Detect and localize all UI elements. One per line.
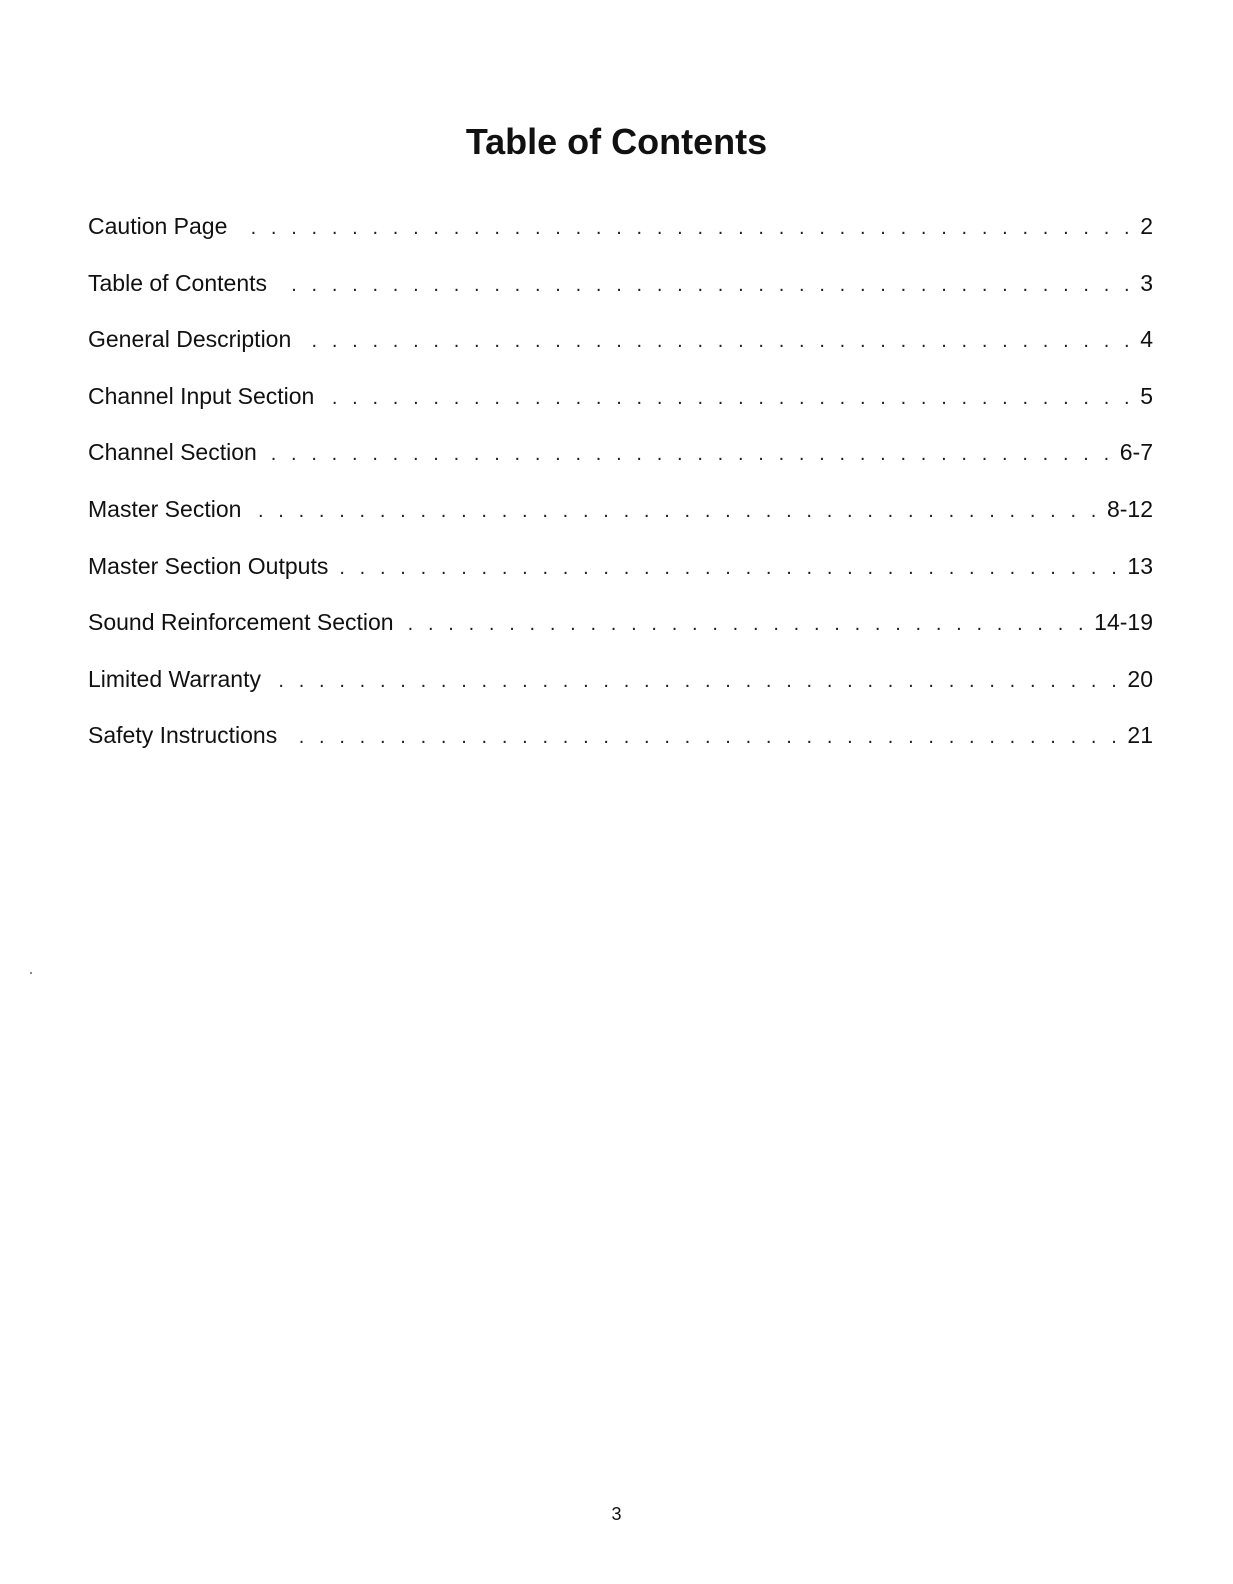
toc-entry-label: Channel Section [88, 439, 257, 466]
toc-entry-label: Table of Contents [88, 269, 268, 296]
toc-entry-page: 3 [1140, 269, 1153, 296]
dot-leader [265, 430, 1114, 478]
toc-entry-page: 8-12 [1106, 495, 1153, 522]
page-title: Table of Contents [465, 121, 768, 163]
toc-entry [88, 315, 1153, 372]
toc-entry [88, 542, 1153, 599]
toc-entry-page: 14-19 [1094, 609, 1153, 636]
dot-leader [322, 374, 1134, 422]
toc-entry [88, 711, 1153, 768]
toc-entry-label: Safety Instructions [88, 722, 278, 749]
toc-entry [88, 428, 1153, 485]
toc-entry-label: Sound Reinforcement Section [88, 609, 394, 636]
dot-leader [285, 713, 1121, 761]
table-of-contents [88, 202, 1153, 768]
dot-leader [235, 204, 1134, 252]
page-number: 3 [611, 1504, 622, 1524]
dot-leader [299, 317, 1134, 365]
toc-entry-label: Master Section Outputs [88, 552, 329, 579]
toc-entry-page: 13 [1127, 552, 1153, 579]
toc-entry-page: 2 [1140, 213, 1153, 239]
toc-entry-page: 5 [1140, 382, 1153, 409]
toc-entry [88, 372, 1153, 429]
dot-leader [249, 487, 1101, 535]
toc-entry-page: 21 [1127, 722, 1153, 749]
toc-entry [88, 485, 1153, 542]
toc-entry-page: 20 [1127, 665, 1153, 692]
toc-entry-label: General Description [88, 326, 292, 353]
dot-leader [269, 657, 1121, 705]
dot-leader [402, 600, 1089, 648]
toc-entry [88, 259, 1153, 316]
dot-leader [275, 261, 1134, 309]
toc-entry-label: Caution Page [88, 213, 228, 239]
toc-entry-label: Master Section [88, 495, 242, 522]
toc-entry [88, 655, 1153, 712]
toc-entry-page: 6-7 [1119, 439, 1153, 466]
dot-leader [336, 544, 1121, 592]
toc-entry-label: Limited Warranty [88, 665, 261, 692]
toc-entry [88, 202, 1153, 259]
toc-entry-page: 4 [1140, 326, 1153, 353]
toc-entry-label: Channel Input Section [88, 382, 315, 409]
toc-entry [88, 598, 1153, 655]
scan-speck [30, 972, 32, 974]
